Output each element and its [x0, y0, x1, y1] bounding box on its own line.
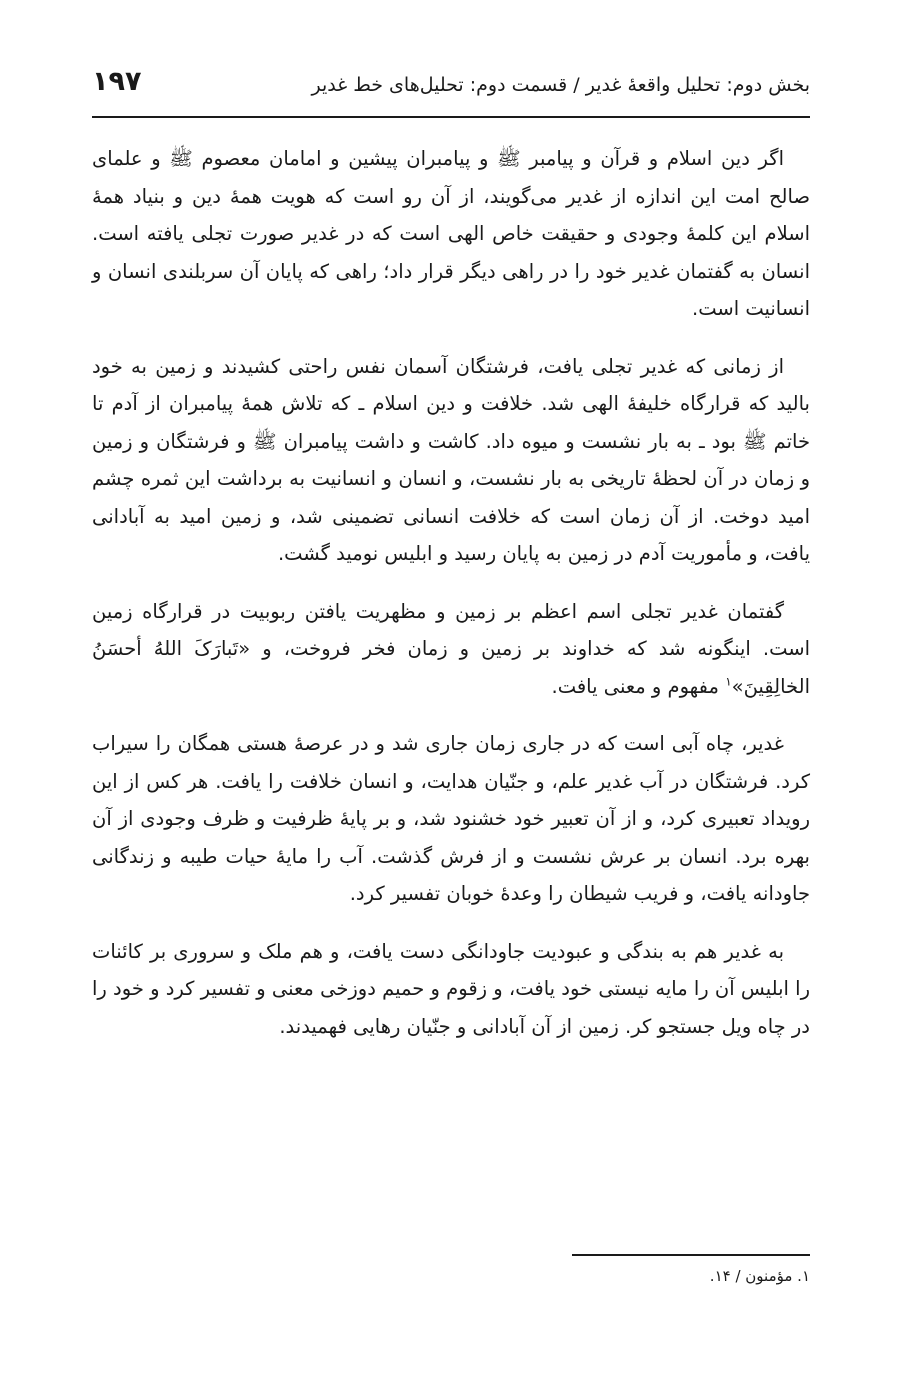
footnote-reference[interactable]: ۱: [725, 674, 732, 688]
footnote-separator: [572, 1254, 810, 1256]
paragraph-3: [92, 593, 810, 706]
paragraph-3-text: گفتمان غدیر تجلی اسم اعظم بر زمین و مظهریت یافتن ربوبیت در قرارگاه زمین است. اینگونه شد که خداوند بر زمین و زمان فخر فروخت، و «تَبارَکَ اللهُ أحسَنُ الخالِقِینَ»: [92, 599, 810, 698]
paragraph-3-text-end: مفهوم و معنی یافت.: [551, 674, 726, 698]
running-head: بخش دوم: تحلیل واقعۀ غدیر / قسمت دوم: تحلیل‌های خط غدیر: [311, 74, 810, 96]
paragraph-5: به غدیر هم به بندگی و عبودیت جاودانگی دست یافت، و هم ملک و سروری بر کائنات را ابلیس آن را مایه نیستی خود یافت، و زقوم و حمیم دوزخی معنی و تفسیر کرد و خود را در چاه ویل جستجو کر. زمین از آن آبادانی و جنّیان رهایی فهمیدند.: [92, 939, 810, 1038]
paragraph-4: غدیر، چاه آبی است که در جاری زمان جاری شد و در عرصۀ هستی همگان را سیراب کرد. فرشتگان در آب غدیر علم، و جنّیان هدایت، و انسان خلافت را یافت. هر کس از این رویداد تعبیری کرد، و از آن تعبیر خود خشنود شد، و بر پایۀ ظرفیت و ظرف وجودی از آن بهره برد. انسان بر عرش نشست و از فرش گذشت. آب را مایۀ حیات طیبه و زندگانی جاودانه یافت، و فریب شیطان را وعدۀ خوبان تفسیر کرد.: [92, 732, 810, 905]
paragraph-1: اگر دین اسلام و قرآن و پیامبر ﷺ و پیامبران پیشین و امامان معصوم ﷺ و علمای صالح امت این اندازه از غدیر می‌گویند، از آن رو است که هویت همۀ دین و بنیاد همۀ اسلام این کلمۀ وجودی و حقیقت خاص الهی است که در غدیر صورت تجلی یافته است. انسان به گفتمان غدیر خود را در راهی دیگر قرار داد؛ راهی که پایان آن سربلندی انسان و انسانیت است.: [92, 147, 810, 320]
body-text: [92, 140, 810, 1065]
page-number: ۱۹۷: [92, 66, 142, 97]
paragraph-2: از زمانی که غدیر تجلی یافت، فرشتگان آسمان نفس راحتی کشیدند و زمین به خود بالید که قرارگاه خلیفۀ الهی شد. خلافت و دین اسلام ـ که تلاش همۀ پیامبران از آدم تا خاتم ﷺ بود ـ به بار نشست و میوه داد. کاشت و داشت پیامبران ﷺ و فرشتگان و زمین و زمان در آن لحظۀ تاریخی به بار نشست، و انسان و انسانیت به برداشت این ثمره چشم امید دوخت. از آن زمان است که خلافت انسانی تضمینی شد، و زمین امید به آبادانی یافت، و مأموریت آدم در زمین به پایان رسید و ابلیس نومید گشت.: [92, 354, 810, 565]
header-rule: [92, 116, 810, 118]
footnote: ۱. مؤمنون / ۱۴.: [709, 1267, 810, 1285]
page-header: [92, 62, 810, 112]
